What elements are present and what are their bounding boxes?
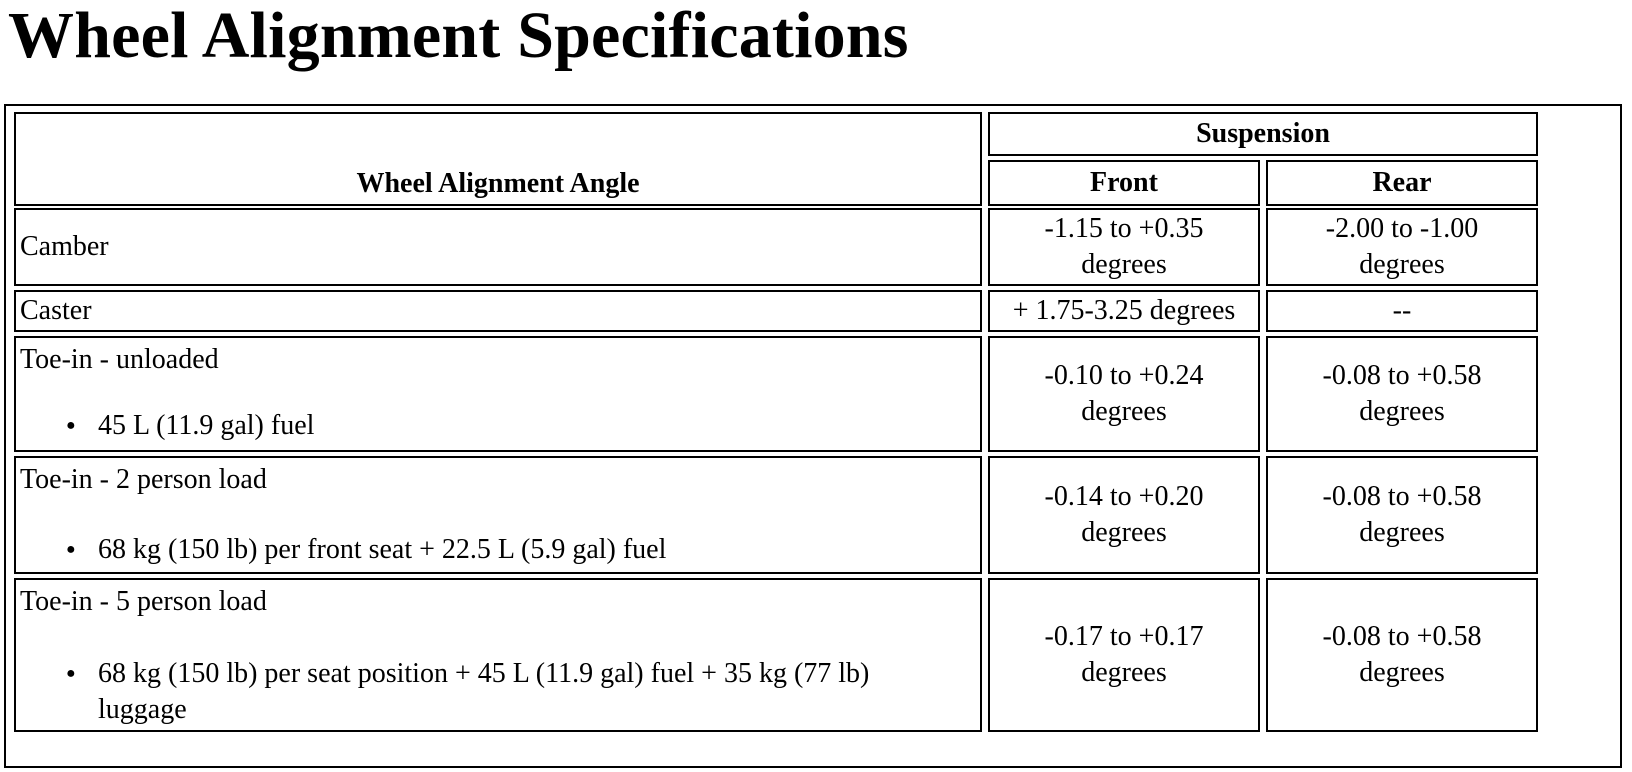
- header-front-label: Front: [1090, 167, 1158, 198]
- bullet-icon: ●: [66, 417, 76, 434]
- row-caster-front-cell: [988, 290, 1260, 332]
- alignment-spec-table: [4, 104, 1622, 768]
- row-camber-front-value: -1.15 to +0.35: [1044, 213, 1204, 244]
- row-toe-unloaded-detail: 45 L (11.9 gal) fuel: [98, 410, 315, 441]
- row-toe-5person-detail: 68 kg (150 lb) per seat position + 45 L (11.9 gal) fuel + 35 kg (77 lb): [98, 658, 870, 689]
- row-toe-unloaded-rear-cell: [1266, 336, 1538, 452]
- row-toe-5person-front-unit: degrees: [1081, 657, 1167, 688]
- row-camber-name-cell: [14, 208, 982, 286]
- row-camber-rear-cell: [1266, 208, 1538, 286]
- row-toe-2person-rear-value: -0.08 to +0.58: [1322, 481, 1482, 512]
- header-suspension-label: Suspension: [1196, 118, 1330, 149]
- row-toe-5person-rear-cell: [1266, 578, 1538, 732]
- header-angle-label: Wheel Alignment Angle: [356, 168, 640, 199]
- row-camber-front-cell: [988, 208, 1260, 286]
- row-caster-front-value: + 1.75-3.25 degrees: [1012, 295, 1236, 326]
- row-toe-2person-rear-cell: [1266, 456, 1538, 574]
- row-toe-5person-rear-unit: degrees: [1359, 657, 1445, 688]
- row-toe-5person-front-value: -0.17 to +0.17: [1044, 621, 1204, 652]
- row-toe-2person-name: Toe-in - 2 person load: [20, 464, 267, 495]
- row-toe-5person-name-cell: [14, 578, 982, 732]
- row-caster-name-cell: [14, 290, 982, 332]
- header-front-cell: [988, 160, 1260, 206]
- bullet-icon: ●: [66, 665, 76, 682]
- row-toe-5person-front-cell: [988, 578, 1260, 732]
- row-camber-front-unit: degrees: [1081, 249, 1167, 280]
- row-caster-rear-cell: [1266, 290, 1538, 332]
- row-toe-unloaded-rear-value: -0.08 to +0.58: [1322, 360, 1482, 391]
- header-angle-cell: [14, 112, 982, 206]
- row-toe-2person-front-value: -0.14 to +0.20: [1044, 481, 1204, 512]
- row-toe-unloaded-front-cell: [988, 336, 1260, 452]
- header-rear-cell: [1266, 160, 1538, 206]
- header-rear-label: Rear: [1372, 167, 1432, 198]
- row-camber-rear-value: -2.00 to -1.00: [1325, 213, 1479, 244]
- row-toe-unloaded-rear-unit: degrees: [1359, 396, 1445, 427]
- row-toe-2person-front-cell: [988, 456, 1260, 574]
- row-toe-2person-rear-unit: degrees: [1359, 517, 1445, 548]
- row-toe-unloaded-name-cell: [14, 336, 982, 452]
- row-camber-rear-unit: degrees: [1359, 249, 1445, 280]
- row-toe-2person-detail: 68 kg (150 lb) per front seat + 22.5 L (5.9 gal) fuel: [98, 534, 667, 565]
- row-toe-unloaded-front-unit: degrees: [1081, 396, 1167, 427]
- row-toe-5person-detail-cont: luggage: [98, 694, 187, 725]
- row-toe-5person-rear-value: -0.08 to +0.58: [1322, 621, 1482, 652]
- row-toe-unloaded-name: Toe-in - unloaded: [20, 344, 219, 375]
- row-caster-rear-value: --: [1392, 295, 1412, 326]
- bullet-icon: ●: [66, 541, 76, 558]
- row-caster-name: Caster: [20, 295, 92, 326]
- row-camber-name: Camber: [20, 231, 109, 262]
- row-toe-2person-name-cell: [14, 456, 982, 574]
- page-title: Wheel Alignment Specifications: [8, 0, 909, 72]
- row-toe-5person-name: Toe-in - 5 person load: [20, 586, 267, 617]
- header-suspension-cell: [988, 112, 1538, 156]
- row-toe-unloaded-front-value: -0.10 to +0.24: [1044, 360, 1204, 391]
- row-toe-2person-front-unit: degrees: [1081, 517, 1167, 548]
